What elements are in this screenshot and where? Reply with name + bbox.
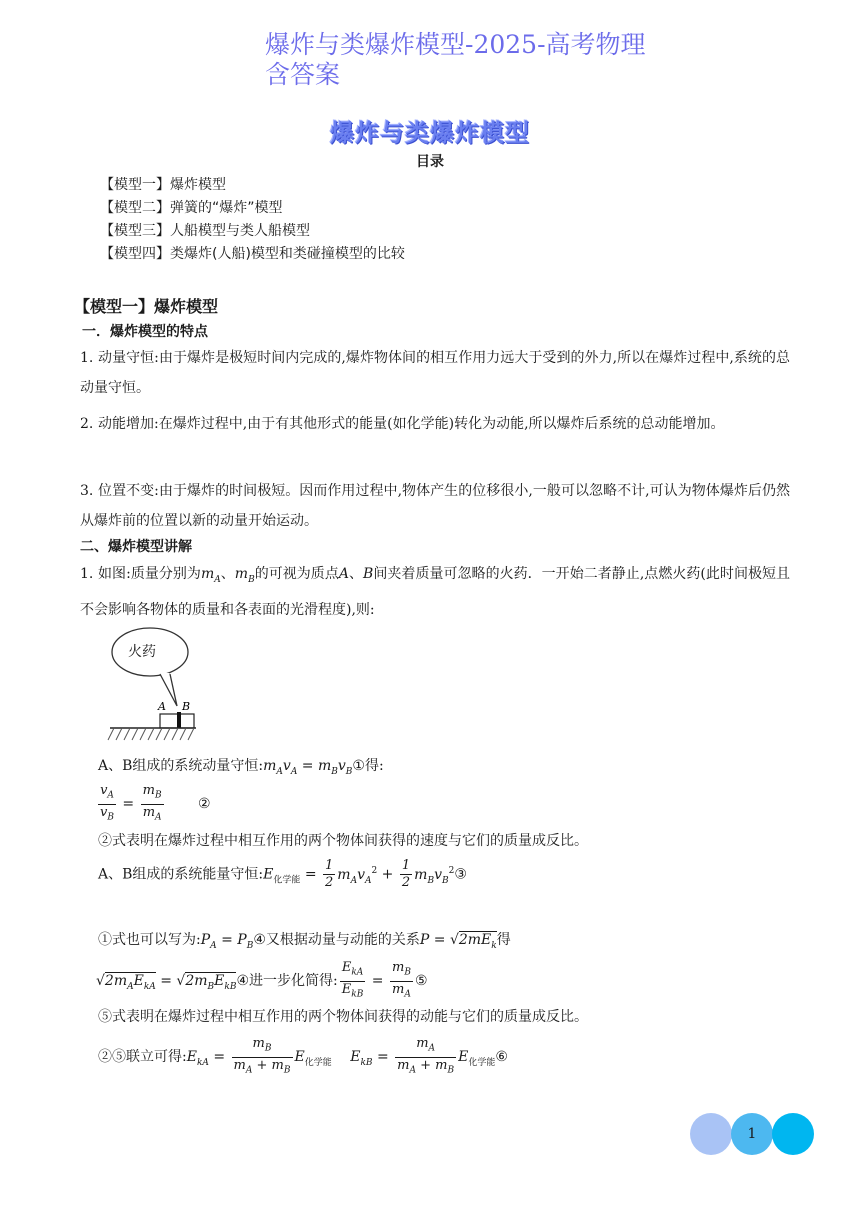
- line-5-mark: ⑤: [414, 973, 428, 990]
- mass-ratio: $\frac{m_B}{m_A}$: [142, 783, 162, 823]
- page-dot-1: [690, 1113, 732, 1155]
- equation-2-line: $\frac{v_A}{v_B}$ = $\frac{m_B}{m_A}$ ②: [96, 783, 211, 825]
- note-1: ②式表明在爆炸过程中相互作用的两个物体间获得的速度与它们的质量成反比。: [98, 833, 588, 849]
- toc-item-1[interactable]: 【模型一】爆炸模型: [100, 177, 226, 193]
- block-b: [180, 714, 194, 728]
- gunpowder: [177, 712, 181, 728]
- velocity-ratio: $\frac{v_A}{v_B}$: [100, 783, 114, 823]
- chem-energy-label-3: 化学能: [468, 1057, 496, 1068]
- equation-5-line: $√2m_AE_{kA}$ = $√2m_BE_{kB}④$进一步化简得: $\frac{E_{kA}}{E_{kB}}$ = $\frac{m_B}{m_A}$ ⑤: [96, 960, 428, 1000]
- line-4-text-b: ④又根据动量与动能的关系: [253, 932, 420, 948]
- example-text-b: 的可视为质点: [254, 566, 339, 582]
- ground-hatching: [108, 728, 194, 740]
- line-7-mark: ⑥: [495, 1049, 508, 1066]
- toc-item-2[interactable]: 【模型二】弹簧的“爆炸”模型: [100, 200, 283, 216]
- document-title-line2: 含答案: [265, 60, 341, 89]
- block-a: [160, 714, 178, 728]
- point-1: [80, 343, 790, 403]
- point-1-text: 动量守恒:由于爆炸是极短时间内完成的,爆炸物体间的相互作用力远大于受到的外力,所以在爆炸过程中,系统的总动量守恒。: [80, 350, 790, 396]
- page-title: 爆炸与类爆炸模型: [330, 119, 530, 147]
- point-2-text: 动能增加:在爆炸过程中,由于有其他形式的能量(如化学能)转化为动能,所以爆炸后系统的总动能增加。: [98, 416, 725, 432]
- page-number: 1: [747, 1126, 757, 1142]
- point-1-number: 1.: [80, 350, 94, 366]
- example-1: 1. 如图:质量分别为$m_A$、$m_B$的可视为质点A、B间夹着质量可忽略的火药．一开始二者静止,点燃火药(此时间极短且不会影响各物体的质量和各表面的光滑程度),则:: [80, 559, 790, 625]
- subsection-heading-features: 一．爆炸模型的特点: [82, 324, 208, 340]
- line-5-text-a: ④进一步化简得:: [236, 973, 338, 990]
- equation-3-prefix: A、B组成的系统能量守恒:: [98, 866, 264, 883]
- line-4-text-a: ①式也可以写为:: [98, 932, 201, 948]
- equation-1-prefix: A、B组成的系统动量守恒:: [98, 758, 264, 774]
- equation-2-mark: ②: [198, 796, 211, 813]
- chem-energy-label-2: 化学能: [304, 1057, 332, 1068]
- example-text-c: 间夹着质量可忽略的火药．一开始二者静止,点燃火药(此时间极短且不会影响各物体的质量和各表面的光滑程度),则:: [80, 566, 791, 618]
- note-2: ⑤式表明在爆炸过程中相互作用的两个物体间获得的动能与它们的质量成反比。: [98, 1009, 588, 1025]
- document-title: [265, 30, 665, 90]
- label-a: A: [158, 700, 166, 713]
- section-heading: 【模型一】爆炸模型: [74, 297, 219, 316]
- equation-3-line: A、B组成的系统能量守恒$:E_{化学能}$ = $\frac{1}{2}$ $m_Av_A^2$ + $\frac{1}{2}$ $m_Bv_B^2③$: [98, 858, 467, 890]
- table-of-contents: [100, 174, 405, 266]
- label-b: B: [182, 700, 191, 713]
- point-2-number: 2.: [80, 416, 94, 432]
- subsection-heading-explanation: 二、爆炸模型讲解: [80, 539, 192, 555]
- line-7-text-a: ②⑤联立可得:: [98, 1049, 187, 1066]
- page-dot-3: [772, 1113, 814, 1155]
- page-indicator: [690, 1113, 814, 1155]
- chem-energy-label: 化学能: [273, 875, 301, 886]
- example-text-a: 如图:质量分别为: [98, 566, 201, 582]
- document-title-line1: 爆炸与类爆炸模型-2025-高考物理: [265, 30, 646, 59]
- example-number: 1.: [80, 566, 94, 582]
- equation-1-suffix: ①得:: [352, 758, 384, 774]
- toc-heading: 目录: [416, 154, 444, 170]
- equation-4-line: ①式也可以写为$:P_A$ = $P_B④$又根据动量与动能的关系$P = √2mE_k$得: [98, 932, 511, 951]
- bubble-text: 火药: [128, 644, 156, 660]
- point-3-number: 3.: [80, 483, 94, 499]
- toc-item-3[interactable]: 【模型三】人船模型与类人船模型: [100, 223, 310, 239]
- equation-1-line: A、B组成的系统动量守恒$:m_Av_A$ = $m_Bv_B①$得:: [98, 758, 384, 777]
- point-3-text: 位置不变:由于爆炸的时间极短。因而作用过程中,物体产生的位移很小,一般可以忽略不计,可认为物体爆炸后仍然从爆炸前的位置以新的动量开始运动。: [80, 483, 790, 529]
- equation-3-mark: ③: [454, 866, 467, 883]
- point-3: [80, 476, 790, 536]
- toc-item-4[interactable]: 【模型四】类爆炸(人船)模型和类碰撞模型的比较: [100, 246, 405, 262]
- explosion-figure: [104, 624, 204, 744]
- line-4-text-c: 得: [496, 932, 511, 948]
- point-2: [80, 409, 790, 439]
- equation-6-line: ②⑤联立可得$:E_{kA}$ = $\frac{m_B}{m_A + m_B}$ $E_{化学能}$ $E_{kB}$ = $\frac{m_A}{m_A + m_B}$ $E_{化学能}⑥$: [98, 1036, 508, 1076]
